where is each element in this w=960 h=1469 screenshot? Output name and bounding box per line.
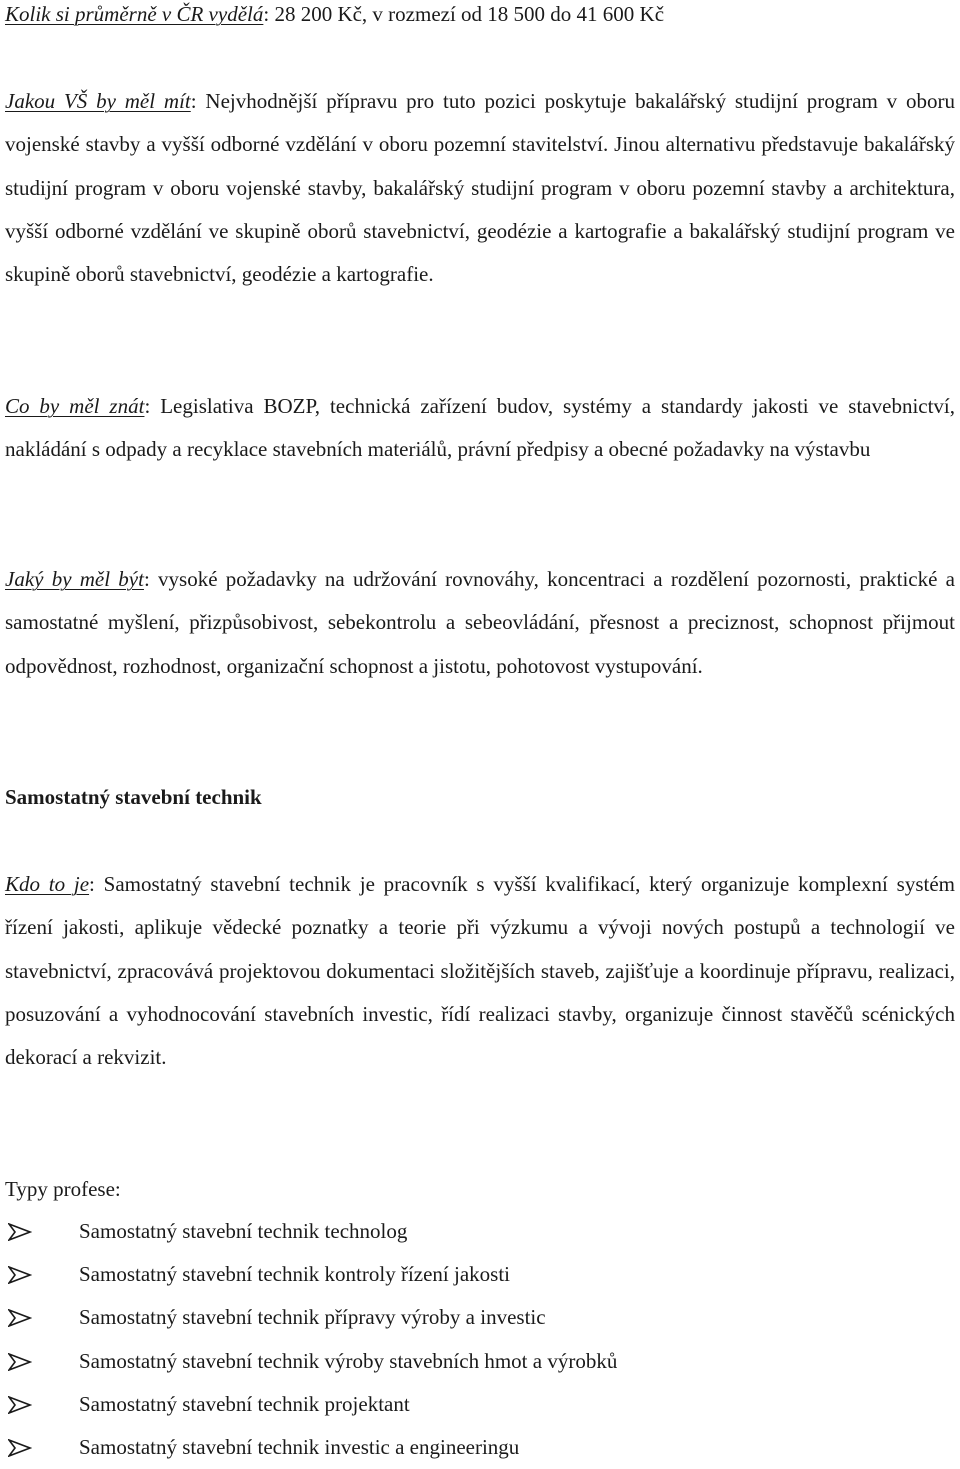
list-item-label: Samostatný stavební technik projektant [79,1391,410,1416]
list-item [5,1340,955,1383]
list-item [5,1426,955,1469]
salary-text: : 28 200 Kč, v rozmezí od 18 500 do 41 600 Kč [263,2,665,26]
salary-paragraph [5,0,955,36]
salary-section [5,0,955,36]
list-item [5,1253,955,1296]
arrowhead-bullet-icon [8,1439,32,1457]
definition-text: : Samostatný stavební technik je pracovník s vyšší kvalifikací, který organizuje komplexní systém řízení jakosti, aplikuje vědecké poznatky a teorie při výzkumu a vývoji nových postupů a technologií ve stavebnictví, zpracovává projektovou dokumentaci složitějších staveb, zajišťuje a koordinuje přípravu, realizaci, posuzování a vyhodnocování stavebních investic, řídí realizaci stavby, organizuje činnost stavěčů scénických dekorací a rekvizit. [5,872,955,1070]
definition-label: Kdo to je [5,872,90,896]
qualities-label: Jaký by měl být [5,567,144,591]
education-text: : Nejvhodnější přípravu pro tuto pozici poskytuje bakalářský studijní program v oboru vojenské stavby a vyšší odborné vzdělání v oboru pozemní stavitelství. Jinou alternativu představuje bakalářský studijní program v oboru vojenské stavby, bakalářský studijní program v oboru pozemní stavby a architektura, vyšší odborné vzdělání ve skupině oborů stavebnictví, geodézie a kartografie a bakalářský studijní program ve skupině oborů stavebnictví, geodézie a kartografie. [5,89,956,287]
knowledge-text: : Legislativa BOZP, technická zařízení budov, systémy a standardy jakosti ve stavebnictví, nakládání s odpady a recyklace stavebních materiálů, právní předpisy a obecné požadavky na výstavbu [5,394,956,462]
arrowhead-bullet-icon [8,1223,32,1241]
definition-paragraph [5,863,955,1079]
education-label: Jakou VŠ by měl mít [5,89,191,113]
knowledge-label: Co by měl znát [5,394,145,418]
qualities-paragraph [5,558,955,688]
arrowhead-bullet-icon [8,1396,32,1414]
education-section [5,80,955,296]
qualities-section [5,558,955,688]
knowledge-section [5,385,955,472]
list-item-label: Samostatný stavební technik technolog [79,1219,408,1243]
types-list [5,1210,955,1469]
list-item-label: Samostatný stavební technik přípravy výroby a investic [79,1305,546,1330]
knowledge-paragraph [5,385,955,472]
types-heading-block [5,1168,955,1211]
qualities-text: : vysoké požadavky na udržování rovnováhy, koncentraci a rozdělení pozornosti, praktické a samostatné myšlení, přizpůsobivost, sebekontrolu a sebeovládání, přesnost a preciznost, schopnost přijmout odpovědnost, rozhodnost, organizační schopnost a jistotu, pohotovost vystupování. [5,567,955,678]
arrowhead-bullet-icon [8,1266,32,1284]
list-item [5,1383,955,1426]
types-list-block [5,1210,955,1469]
list-item-label: Samostatný stavební technik výroby stavebních hmot a výrobků [79,1348,618,1373]
list-item-label: Samostatný stavební technik kontroly řízení jakosti [79,1262,511,1287]
types-heading: Typy profese: [5,1177,121,1201]
arrowhead-bullet-icon [8,1353,32,1371]
section-heading-block [5,776,955,819]
definition-section [5,863,955,1079]
list-item [5,1210,955,1253]
list-item-label: Samostatný stavební technik investic a engineeringu [79,1435,520,1460]
section-heading: Samostatný stavební technik [5,785,262,809]
salary-label: Kolik si průměrně v ČR vydělá [5,2,264,26]
list-item [5,1296,955,1339]
arrowhead-bullet-icon [8,1309,32,1327]
education-paragraph [5,80,955,296]
